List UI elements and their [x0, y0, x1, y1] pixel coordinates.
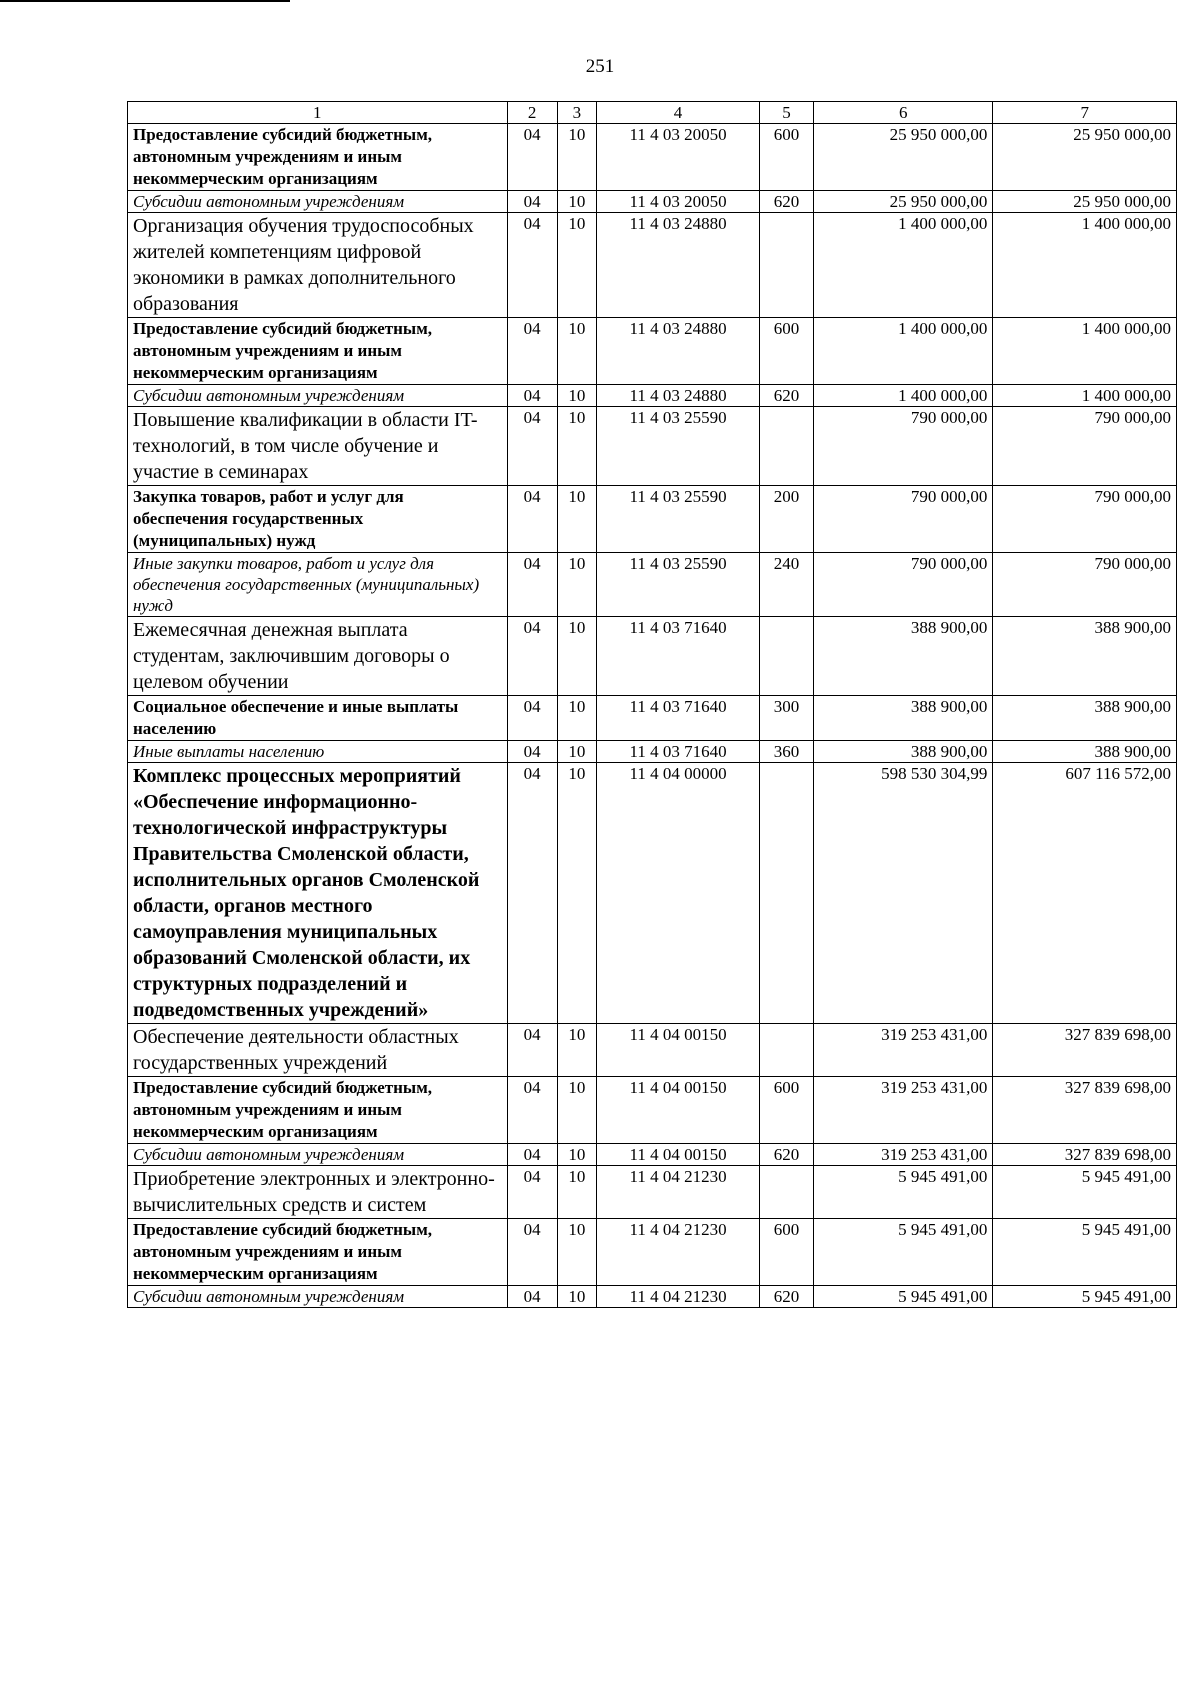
subsection-code-cell: 10: [557, 553, 597, 617]
subsection-code-cell: 10: [557, 1077, 597, 1144]
table-row: [128, 1166, 1177, 1219]
amount-year1-cell: 790 000,00: [814, 486, 993, 553]
table-row: [128, 213, 1177, 318]
target-article-cell: 11 4 04 00150: [597, 1077, 760, 1144]
expense-type-cell: 360: [759, 741, 813, 763]
expense-type-cell: 620: [759, 1144, 813, 1166]
table-row: [128, 124, 1177, 191]
expense-type-cell: 620: [759, 1286, 813, 1308]
section-code-cell: 04: [507, 124, 557, 191]
target-article-cell: 11 4 03 20050: [597, 124, 760, 191]
target-article-cell: 11 4 03 71640: [597, 741, 760, 763]
subsection-code-cell: 10: [557, 1219, 597, 1286]
expense-type-cell: [759, 407, 813, 486]
section-code-cell: 04: [507, 385, 557, 407]
row-name-cell: Повышение квалификации в области IT-технологий, в том числе обучение и участие в семинарах: [128, 407, 508, 486]
subsection-code-cell: 10: [557, 318, 597, 385]
expense-type-cell: 600: [759, 1077, 813, 1144]
subsection-code-cell: 10: [557, 191, 597, 213]
subsection-code-cell: 10: [557, 696, 597, 741]
section-code-cell: 04: [507, 1166, 557, 1219]
amount-year2-cell: 5 945 491,00: [993, 1166, 1177, 1219]
section-code-cell: 04: [507, 553, 557, 617]
section-code-cell: 04: [507, 407, 557, 486]
expense-type-cell: [759, 617, 813, 696]
row-name-cell: Предоставление субсидий бюджетным, автономным учреждениям и иным некоммерческим организациям: [128, 318, 508, 385]
section-code-cell: 04: [507, 1219, 557, 1286]
amount-year2-cell: 790 000,00: [993, 407, 1177, 486]
row-name-cell: Субсидии автономным учреждениям: [128, 1144, 508, 1166]
row-name-cell: Организация обучения трудоспособных жителей компетенциям цифровой экономики в рамках дополнительного образования: [128, 213, 508, 318]
amount-year2-cell: 25 950 000,00: [993, 191, 1177, 213]
amount-year1-cell: 388 900,00: [814, 696, 993, 741]
amount-year1-cell: 1 400 000,00: [814, 318, 993, 385]
subsection-code-cell: 10: [557, 486, 597, 553]
table-row: [128, 318, 1177, 385]
amount-year2-cell: 327 839 698,00: [993, 1077, 1177, 1144]
table-row: [128, 741, 1177, 763]
table-row: [128, 617, 1177, 696]
column-header: 2: [507, 102, 557, 124]
expense-type-cell: 600: [759, 318, 813, 385]
target-article-cell: 11 4 03 24880: [597, 385, 760, 407]
table-row: [128, 407, 1177, 486]
amount-year2-cell: 1 400 000,00: [993, 213, 1177, 318]
amount-year1-cell: 25 950 000,00: [814, 191, 993, 213]
top-rule: [0, 0, 290, 2]
subsection-code-cell: 10: [557, 617, 597, 696]
table-row: [128, 696, 1177, 741]
subsection-code-cell: 10: [557, 213, 597, 318]
target-article-cell: 11 4 03 25590: [597, 486, 760, 553]
target-article-cell: 11 4 03 25590: [597, 553, 760, 617]
expense-type-cell: 600: [759, 124, 813, 191]
amount-year1-cell: 5 945 491,00: [814, 1286, 993, 1308]
expense-type-cell: [759, 1166, 813, 1219]
subsection-code-cell: 10: [557, 1166, 597, 1219]
target-article-cell: 11 4 03 71640: [597, 617, 760, 696]
amount-year2-cell: 1 400 000,00: [993, 318, 1177, 385]
amount-year2-cell: 790 000,00: [993, 553, 1177, 617]
table-row: [128, 486, 1177, 553]
amount-year1-cell: 319 253 431,00: [814, 1144, 993, 1166]
amount-year1-cell: 388 900,00: [814, 617, 993, 696]
section-code-cell: 04: [507, 763, 557, 1024]
column-header: 4: [597, 102, 760, 124]
row-name-cell: Социальное обеспечение и иные выплаты населению: [128, 696, 508, 741]
amount-year1-cell: 319 253 431,00: [814, 1077, 993, 1144]
amount-year2-cell: 327 839 698,00: [993, 1024, 1177, 1077]
target-article-cell: 11 4 03 25590: [597, 407, 760, 486]
target-article-cell: 11 4 04 00000: [597, 763, 760, 1024]
row-name-cell: Комплекс процессных мероприятий «Обеспечение информационно-технологической инфраструктуры Правительства Смоленской области, исполнительных органов Смоленской области, органов местного самоуправления муниципальных образований Смоленской области, их структурных подразделений и подведомственных учреждений»: [128, 763, 508, 1024]
table-row: [128, 1144, 1177, 1166]
section-code-cell: 04: [507, 696, 557, 741]
row-name-cell: Иные закупки товаров, работ и услуг для обеспечения государственных (муниципальных) нужд: [128, 553, 508, 617]
amount-year2-cell: 607 116 572,00: [993, 763, 1177, 1024]
expense-type-cell: 600: [759, 1219, 813, 1286]
subsection-code-cell: 10: [557, 763, 597, 1024]
expense-type-cell: 300: [759, 696, 813, 741]
row-name-cell: Иные выплаты населению: [128, 741, 508, 763]
table-row: [128, 191, 1177, 213]
column-header: 6: [814, 102, 993, 124]
column-header: 3: [557, 102, 597, 124]
table-row: [128, 1024, 1177, 1077]
column-number-row: [128, 102, 1177, 124]
amount-year1-cell: 5 945 491,00: [814, 1166, 993, 1219]
column-header: 7: [993, 102, 1177, 124]
target-article-cell: 11 4 03 20050: [597, 191, 760, 213]
subsection-code-cell: 10: [557, 741, 597, 763]
amount-year2-cell: 25 950 000,00: [993, 124, 1177, 191]
section-code-cell: 04: [507, 191, 557, 213]
section-code-cell: 04: [507, 1077, 557, 1144]
expense-type-cell: 620: [759, 385, 813, 407]
section-code-cell: 04: [507, 1144, 557, 1166]
amount-year1-cell: 1 400 000,00: [814, 385, 993, 407]
amount-year2-cell: 388 900,00: [993, 696, 1177, 741]
expense-type-cell: 240: [759, 553, 813, 617]
table-row: [128, 1219, 1177, 1286]
budget-table: [127, 101, 1177, 1308]
amount-year1-cell: 388 900,00: [814, 741, 993, 763]
amount-year2-cell: 388 900,00: [993, 741, 1177, 763]
amount-year1-cell: 598 530 304,99: [814, 763, 993, 1024]
table-body: [128, 102, 1177, 1308]
amount-year1-cell: 790 000,00: [814, 407, 993, 486]
amount-year2-cell: 327 839 698,00: [993, 1144, 1177, 1166]
section-code-cell: 04: [507, 617, 557, 696]
amount-year2-cell: 5 945 491,00: [993, 1219, 1177, 1286]
target-article-cell: 11 4 03 71640: [597, 696, 760, 741]
row-name-cell: Предоставление субсидий бюджетным, автономным учреждениям и иным некоммерческим организациям: [128, 124, 508, 191]
subsection-code-cell: 10: [557, 1024, 597, 1077]
section-code-cell: 04: [507, 741, 557, 763]
expense-type-cell: [759, 213, 813, 318]
section-code-cell: 04: [507, 213, 557, 318]
column-header: 1: [128, 102, 508, 124]
subsection-code-cell: 10: [557, 1286, 597, 1308]
table-row: [128, 385, 1177, 407]
row-name-cell: Субсидии автономным учреждениям: [128, 191, 508, 213]
target-article-cell: 11 4 04 21230: [597, 1166, 760, 1219]
section-code-cell: 04: [507, 318, 557, 385]
target-article-cell: 11 4 04 00150: [597, 1024, 760, 1077]
row-name-cell: Приобретение электронных и электронно-вычислительных средств и систем: [128, 1166, 508, 1219]
row-name-cell: Ежемесячная денежная выплата студентам, заключившим договоры о целевом обучении: [128, 617, 508, 696]
target-article-cell: 11 4 03 24880: [597, 213, 760, 318]
row-name-cell: Обеспечение деятельности областных государственных учреждений: [128, 1024, 508, 1077]
section-code-cell: 04: [507, 486, 557, 553]
amount-year1-cell: 790 000,00: [814, 553, 993, 617]
target-article-cell: 11 4 04 21230: [597, 1286, 760, 1308]
subsection-code-cell: 10: [557, 407, 597, 486]
table-row: [128, 1286, 1177, 1308]
target-article-cell: 11 4 04 00150: [597, 1144, 760, 1166]
amount-year1-cell: 319 253 431,00: [814, 1024, 993, 1077]
expense-type-cell: 200: [759, 486, 813, 553]
row-name-cell: Предоставление субсидий бюджетным, автономным учреждениям и иным некоммерческим организациям: [128, 1077, 508, 1144]
column-header: 5: [759, 102, 813, 124]
amount-year1-cell: 5 945 491,00: [814, 1219, 993, 1286]
amount-year1-cell: 25 950 000,00: [814, 124, 993, 191]
row-name-cell: Закупка товаров, работ и услуг для обеспечения государственных (муниципальных) нужд: [128, 486, 508, 553]
amount-year2-cell: 388 900,00: [993, 617, 1177, 696]
amount-year2-cell: 5 945 491,00: [993, 1286, 1177, 1308]
amount-year2-cell: 1 400 000,00: [993, 385, 1177, 407]
row-name-cell: Предоставление субсидий бюджетным, автономным учреждениям и иным некоммерческим организациям: [128, 1219, 508, 1286]
subsection-code-cell: 10: [557, 385, 597, 407]
target-article-cell: 11 4 03 24880: [597, 318, 760, 385]
table-row: [128, 553, 1177, 617]
table-row: [128, 763, 1177, 1024]
table-row: [128, 1077, 1177, 1144]
expense-type-cell: [759, 763, 813, 1024]
row-name-cell: Субсидии автономным учреждениям: [128, 1286, 508, 1308]
row-name-cell: Субсидии автономным учреждениям: [128, 385, 508, 407]
amount-year2-cell: 790 000,00: [993, 486, 1177, 553]
section-code-cell: 04: [507, 1024, 557, 1077]
section-code-cell: 04: [507, 1286, 557, 1308]
amount-year1-cell: 1 400 000,00: [814, 213, 993, 318]
subsection-code-cell: 10: [557, 1144, 597, 1166]
subsection-code-cell: 10: [557, 124, 597, 191]
target-article-cell: 11 4 04 21230: [597, 1219, 760, 1286]
page-number: 251: [585, 56, 615, 77]
expense-type-cell: [759, 1024, 813, 1077]
expense-type-cell: 620: [759, 191, 813, 213]
